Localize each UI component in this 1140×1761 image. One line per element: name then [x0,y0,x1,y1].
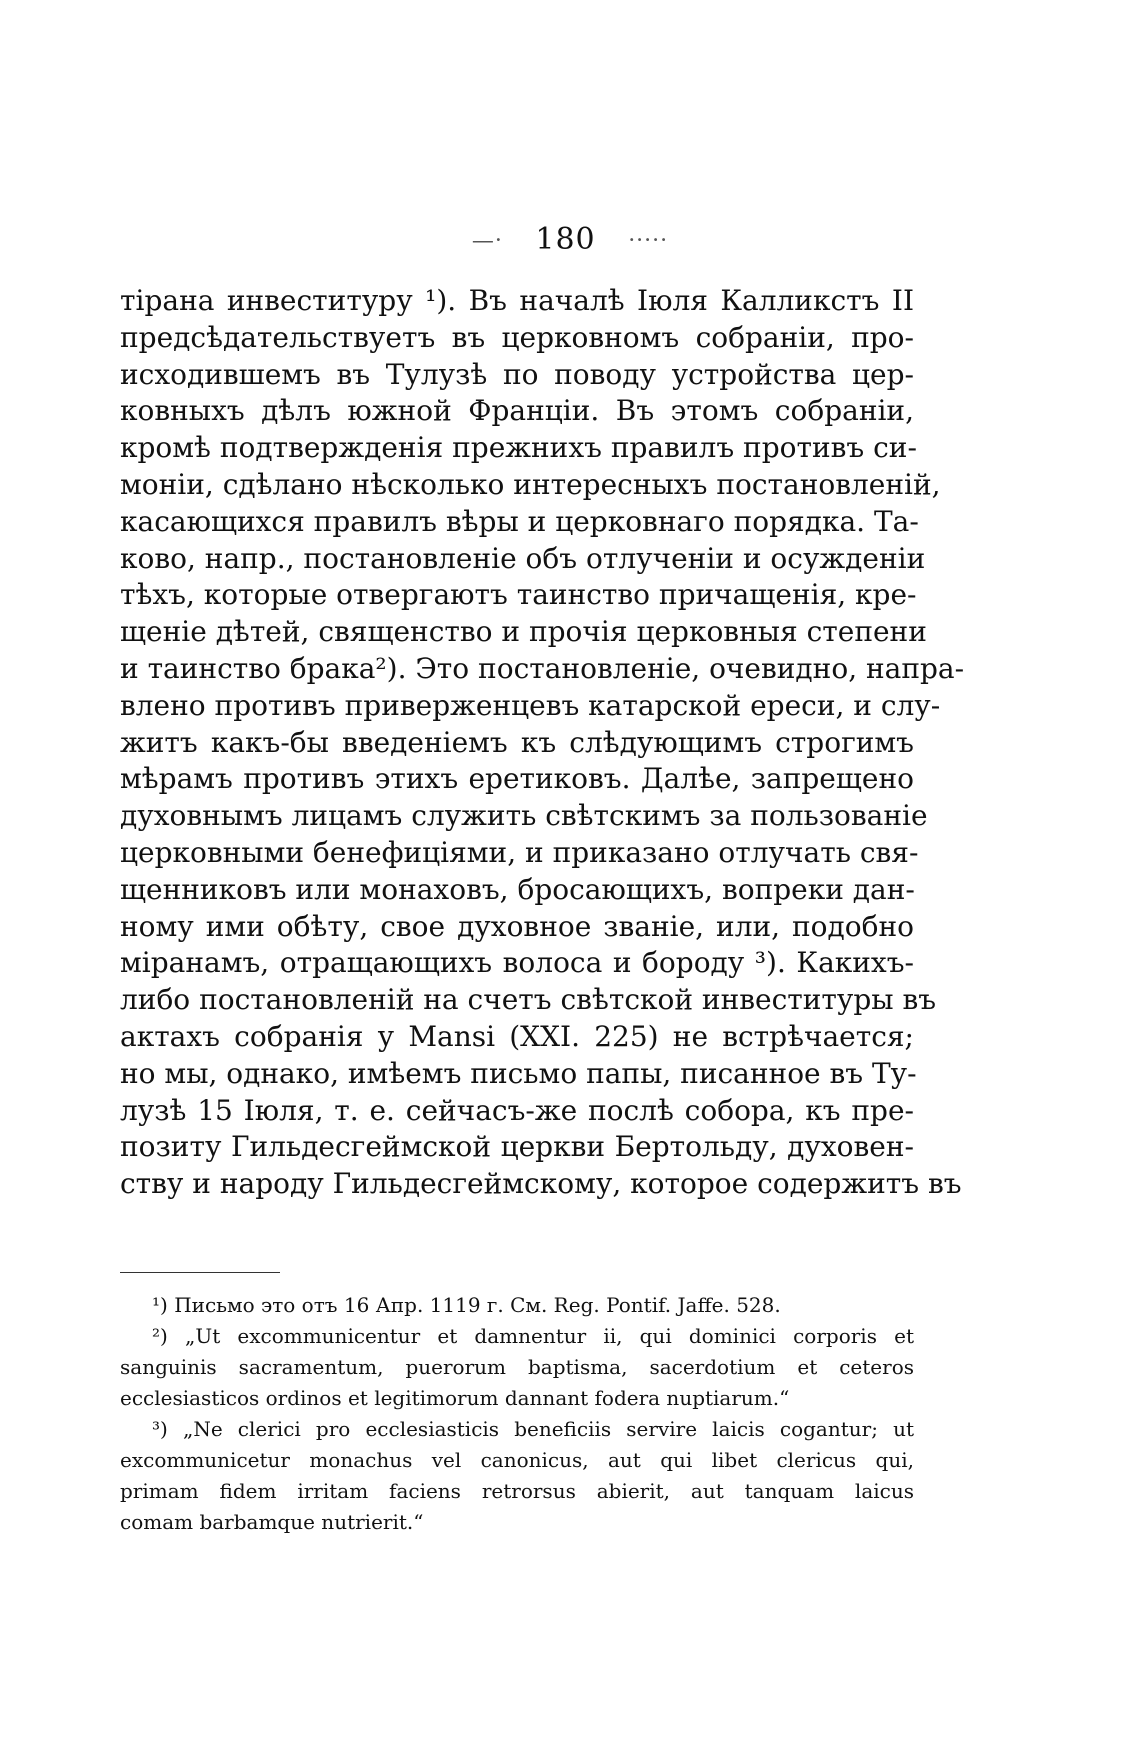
text-line: церковными бенефиціями, и приказано отлучать свя- [120,835,919,869]
text-line: міранамъ, отращающихъ волоса и бороду ³). Какихъ- [120,946,914,980]
page-number: 180 [535,222,596,257]
footnote-line [120,1321,914,1352]
text-line: житъ какъ-бы введеніемъ къ слѣдующимъ строгимъ [120,725,914,759]
footnote-separator [120,1272,280,1273]
text-line: исходившемъ въ Тулузѣ по поводу устройства цер- [120,357,914,391]
footnote-1 [120,1290,914,1321]
text-line: духовнымъ лицамъ служить свѣтскимъ за пользованіе [120,799,928,833]
footnote-text: „Ne clerici pro ecclesiasticis beneficiis servire laicis cogantur; ut [182,1417,914,1441]
text-line: ковныхъ дѣлъ южной Франціи. Въ этомъ собраніи, [120,394,914,428]
text-line: позиту Гильдесгеймской церкви Бертольду, духовен- [120,1130,914,1164]
text-line: ному ими обѣту, свое духовное званіе, или, подобно [120,909,914,943]
footnote-line: comam barbamque nutrierit.“ [120,1510,424,1534]
footnote-text: Письмо это отъ 16 Апр. 1119 г. См. Reg. Pontif. Jaffe. 528. [174,1293,781,1317]
footnote-mark: ¹) [152,1293,168,1317]
footnote-mark: ³) [152,1417,168,1441]
footnote-line: sanguinis sacramentum, puerorum baptisma, sacerdotium et ceteros [120,1355,914,1379]
text-line: предсѣдательствуетъ въ церковномъ собраніи, про- [120,320,914,354]
text-line: тѣхъ, которые отвергаютъ таинство причащенія, кре- [120,578,917,612]
text-line: щенниковъ или монаховъ, бросающихъ, вопреки дан- [120,872,915,906]
footnote-3 [120,1414,914,1538]
footnote-text: „Ut excommunicentur et damnentur ii, qui dominici corporis et [184,1324,914,1348]
text-line: мѣрамъ противъ этихъ еретиковъ. Далѣе, запрещено [120,762,914,796]
main-text [120,283,965,1203]
text-line: тірана инвеституру ¹). Въ началѣ Іюля Калликстъ II [120,284,914,317]
text-line: актахъ собранія у Mansi (XXI. 225) не встрѣчается; [120,1019,914,1053]
page-number-header [0,222,1140,257]
text-line: касающихся правилъ вѣры и церковнаго порядка. Та- [120,504,919,538]
footnotes [120,1290,914,1538]
text-line: но мы, однако, имѣемъ письмо папы, писанное въ Ту- [120,1056,917,1090]
text-line: либо постановленій на счетъ свѣтской инвеституры въ [120,983,937,1017]
text-line: кромѣ подтвержденія прежнихъ правилъ противъ си- [120,431,917,465]
header-dash-right: ····· [628,228,669,254]
footnote-line [120,1290,914,1321]
text-line: лузѣ 15 Іюля, т. е. сейчасъ-же послѣ собора, къ пре- [120,1093,914,1127]
text-line: щеніе дѣтей, священство и прочія церковныя степени [120,615,927,649]
footnote-2 [120,1321,914,1414]
footnote-line [120,1414,914,1445]
text-line: моніи, сдѣлано нѣсколько интересныхъ постановленій, [120,467,941,501]
text-line: ству и народу Гильдесгеймскому, которое содержитъ въ [120,1167,962,1201]
footnote-line: primam fidem irritam faciens retrorsus abierit, aut tanquam laicus [120,1479,914,1503]
text-line: и таинство брака²). Это постановленіе, очевидно, напра- [120,651,965,685]
footnote-line: ecclesiasticos ordinos et legitimorum dannant fodera nuptiarum.“ [120,1386,790,1410]
footnote-mark: ²) [152,1324,168,1348]
text-line: влено противъ приверженцевъ катарской ереси, и слу- [120,688,941,722]
footnote-line: excommunicetur monachus vel canonicus, aut qui libet clericus qui, [120,1448,914,1472]
header-dash-left: —· [471,228,503,254]
text-line: ково, напр., постановленіе объ отлученіи и осужденіи [120,541,926,575]
